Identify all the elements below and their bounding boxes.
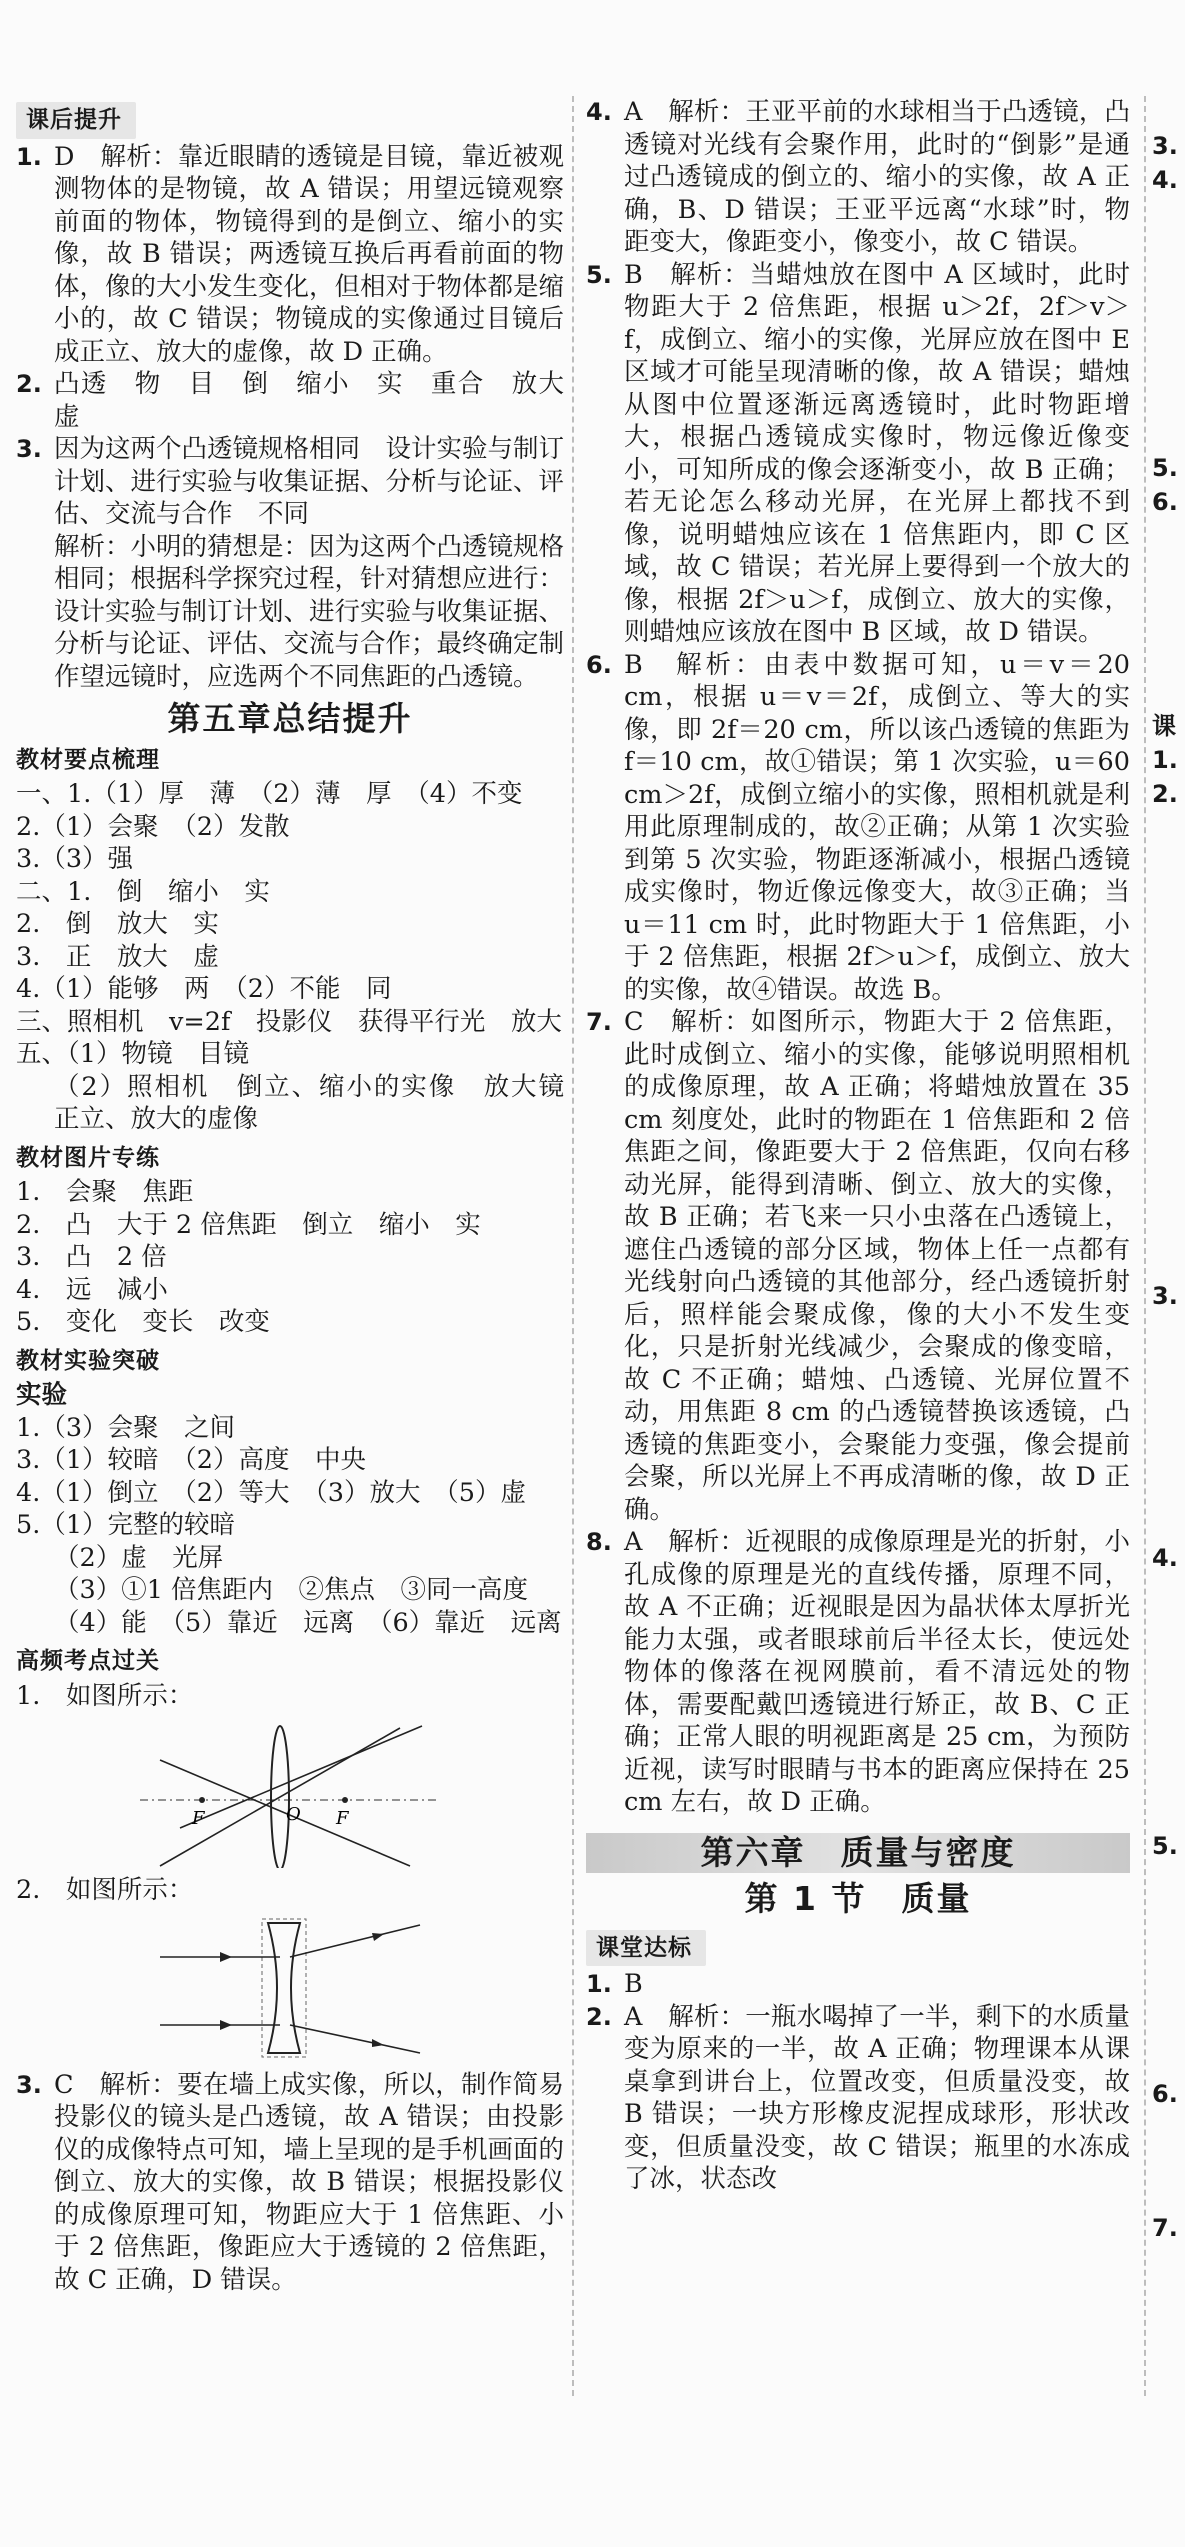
convex-lens-ray-diagram [140,1718,440,1868]
cropped-number: 2. [1152,780,1178,808]
class-item-2 [586,2001,1130,2196]
item-number: 8. [586,1528,612,1556]
cropped-number: 3. [1152,132,1178,160]
list-line: （3）①1 倍焦距内 ②焦点 ③同一高度 [54,1575,529,1605]
focus-label: F [192,1808,205,1829]
list-line: 3.（3）强 [16,844,134,874]
focus-label: F [336,1808,349,1829]
list-line: 4. 远 减小 [16,1274,168,1305]
list-line: 五、（1）物镜 目镜 [16,1039,249,1069]
cropped-number: 3. [1152,1282,1178,1310]
list-line: 3. 凸 2 倍 [16,1242,167,1272]
list-line: （2）虚 光屏 [54,1542,224,1573]
optical-center-label: O [286,1804,301,1825]
concave-lens-ray-diagram [140,1913,440,2063]
answer-item-2 [16,368,590,433]
column-divider [1144,96,1146,2396]
item-text: 因为这两个凸透镜规格相同 设计实验与制订计划、进行实验与收集证据、分析与论证、评估、交流与合作 不同 [54,434,565,529]
item-number: 5. [586,260,612,289]
answer-item-3 [16,433,564,531]
hf-item-3 [16,2069,564,2297]
item-text: A 解析：王亚平前的水球相当于凸透镜，凸透镜对光线有会聚作用，此时的“倒影”是通过凸透镜成的倒立的、缩小的实像，故 A 正确，B、D 错误；王亚平远离“水球”时，物距变大，像距变小，像变小，故 C 错误。 [624,97,1130,257]
answer-item-6 [586,649,1130,1007]
item-text: B [624,1969,643,1999]
list-line: 三、照相机 v=2f 投影仪 获得平行光 放大 [16,1006,562,1037]
cropped-number: 5. [1152,454,1178,482]
list-line: 2. 凸 大于 2 倍焦距 倒立 缩小 实 [16,1209,481,1240]
answer-item-4 [586,96,1130,259]
class-item-1 [586,1968,1130,2001]
cropped-number: 1. [1152,746,1178,774]
item-text: A 解析：一瓶水喝掉了一半，剩下的水质量变为原来的一半，故 A 正确；物理课本从课桌拿到讲台上，位置改变，但质量没变，故 B 错误；一块方形橡皮泥捏成球形，形状改变，但质量没变，故 C 错误；瓶里的水冻成了冰，状态改 [624,2001,1130,2194]
list-line: 2.（1）会聚 （2）发散 [16,811,290,842]
item-text: 凸透 物 目 倒 缩小 实 重合 放大 虚 [54,369,590,432]
section-heading-classroom: 课堂达标 [586,1930,706,1967]
list-line: 5. 变化 变长 改变 [16,1307,270,1337]
left-column [16,96,590,2296]
item-number: 1. [586,1970,612,1998]
item-text: C 解析：如图所示，物距大于 2 倍焦距，此时成倒立、缩小的实像，能够说明照相机的成像原理，故 A 正确；将蜡烛放置在 35 cm 刻度处，此时的物距在 1 倍焦距和 2 倍焦距之间，像距要大于 2 倍焦距，仅向右移动光屏，能得到清晰、倒立、放大的实像，故 B 正确；若飞来一只小虫落在凸透镜上，遮住凸透镜的部分区域，物体上任一点都有光线射向凸透镜的其他部分，经凸透镜折射后，照样能会聚成像，像的大小不发生变化，只是折射光线减少，会聚成的像变暗，故 C 不正确；蜡烛、凸透镜、光屏位置不动，用焦距 8 cm 的凸透镜替换该透镜，凸透镜的焦距变小，会聚能力变强，像会提前会聚，所以光屏上不再成清晰的像，故 D 正确。 [624,1007,1130,1525]
section-1-title: 第 1 节 质量 [744,1879,972,1918]
middle-column [586,96,1130,2196]
item-number: 2. [16,370,42,398]
answer-item-7 [586,1006,1130,1526]
item-text: B 解析：由表中数据可知，u＝v＝20 cm，根据 u＝v＝2f，成倒立、等大的实像，即 2f＝20 cm，所以该凸透镜的焦距为 f＝10 cm，故①错误；第 1 次实验，u＝60 cm＞2f，成倒立缩小的实像，照相机就是利用此原理制成的，故②正确；从第 1 次实验到第 5 次实验，物距逐渐减小，根据凸透镜成实像时，物近像远像变大，故③正确；当 u＝11 cm 时，此时物距大于 1 倍焦距，小于 2 倍焦距，根据 2f＞u＞f，成倒立、放大的实像，故④错误。故选 B。 [624,649,1130,1005]
list-line: 一、1.（1）厚 薄 （2）薄 厚 （4）不变 [16,779,523,809]
item-number: 4. [586,98,612,126]
list-line: 4.（1）能够 两 （2）不能 同 [16,974,392,1004]
item-number: 6. [586,650,612,679]
experiment-label: 实验 [16,1380,68,1410]
item-text: C 解析：要在墙上成实像，所以，制作简易投影仪的镜头是凸透镜，故 A 错误；由投影仪的成像特点可知，墙上呈现的是手机画面的倒立、放大的实像，故 B 错误；根据投影仪的成像原理可知，物距应大于 1 倍焦距、小于 2 倍焦距，像距应大于透镜的 2 倍焦距，故 C 正确，D 错误。 [54,2069,565,2295]
cropped-number: 5. [1152,1832,1178,1860]
answer-item-5 [586,259,1130,649]
right-column-cropped [1152,96,1185,2396]
chapter-6-title: 第六章 质量与密度 [586,1833,1130,1874]
item-3-analysis: 解析：小明的猜想是：因为这两个凸透镜规格相同；根据科学探究过程，针对猜想应进行：设计实验与制订计划、进行实验与收集证据、分析与论证、评估、交流与合作；最终确定制作望远镜时，应选两个不同焦距的凸透镜。 [54,531,565,692]
section-heading-key-points: 教材要点梳理 [16,746,160,773]
section-heading-experiment: 教材实验突破 [16,1347,160,1374]
item-text: B 解析：当蜡烛放在图中 A 区域时，此时物距大于 2 倍焦距，根据 u＞2f，2f＞v＞f，成倒立、缩小的实像，光屏应放在图中 E 区域才可能呈现清晰的像，故 A 错误；蜡烛从图中位置逐渐远离透镜时，此时物距增大，根据凸透镜成实像时，物远像近像变小，可知所成的像会逐渐变小，故 B 正确；若无论怎么移动光屏，在光屏上都找不到像，说明蜡烛应该在 1 倍焦距内，即 C 区域，故 C 错误；若光屏上要得到一个放大的像，根据 2f＞u＞f，成倒立、放大的实像，则蜡烛应该放在图中 B 区域，故 D 错误。 [624,259,1130,647]
list-line: （2）照相机 倒立、缩小的实像 放大镜 正立、放大的虚像 [54,1071,590,1134]
key-points-list [16,778,590,1136]
hf-item-1: 1. 如图所示： [16,1680,194,1711]
item-text: A 解析：近视眼的成像原理是光的折射，小孔成像的原理是光的直线传播，原理不同，故 A 不正确；近视眼是因为晶状体太厚折光能力太强，或者眼球前后半径太长，使远处物体的像落在视网膜前，看不清远处的物体，需要配戴凹透镜进行矫正，故 B、C 正确；正常人眼的明视距离是 25 cm，为预防近视，读写时眼睛与书本的距离应保持在 25 cm 左右，故 D 正确。 [624,1527,1130,1817]
cropped-number: 7. [1152,2214,1178,2242]
list-line: （4）能 （5）靠近 远离 （6）靠近 远离 [54,1607,562,1638]
answer-item-1 [16,141,564,369]
cropped-number: 4. [1152,166,1178,194]
list-line: 2. 倒 放大 实 [16,909,219,939]
section-heading-high-frequency: 高频考点过关 [16,1648,160,1674]
list-line: 3.（1）较暗 （2）高度 中央 [16,1445,367,1475]
list-line: 二、1. 倒 缩小 实 [16,876,270,907]
item-number: 7. [586,1008,612,1036]
cropped-section-mark: 课 [1152,712,1176,740]
experiment-list [16,1412,564,1640]
list-line: 1. 会聚 焦距 [16,1177,194,1207]
list-line: 3. 正 放大 虚 [16,941,219,972]
column-divider [572,96,574,2396]
cropped-number: 6. [1152,2080,1178,2108]
item-number: 3. [16,435,42,463]
hf-item-2: 2. 如图所示： [16,1875,194,1905]
item-number: 1. [16,142,42,171]
item-number: 3. [16,2070,42,2099]
section-heading-after-class: 课后提升 [16,102,136,139]
list-line: 4.（1）倒立 （2）等大 （3）放大 （5）虚 [16,1477,526,1508]
item-text: D 解析：靠近眼睛的透镜是目镜，靠近被观测物体的是物镜，故 A 错误；用望远镜观察前面的物体，物镜得到的是倒立、缩小的实像，故 B 错误；两透镜互换后再看前面的物体，像的大小发生变化，但相对于物体都是缩小的，故 C 错误；物镜成的实像通过目镜后成正立、放大的虚像，故 D 正确。 [54,141,565,367]
chapter-5-summary-title: 第五章总结提升 [167,699,413,738]
list-line: 1.（3）会聚 之间 [16,1412,236,1443]
section-heading-picture-practice: 教材图片专练 [16,1144,160,1171]
list-line: 5.（1）完整的较暗 [16,1510,236,1540]
cropped-number: 4. [1152,1544,1178,1572]
item-number: 2. [586,2002,612,2031]
answer-item-8 [586,1526,1130,1819]
picture-practice-list [16,1176,564,1339]
cropped-number: 6. [1152,488,1178,516]
